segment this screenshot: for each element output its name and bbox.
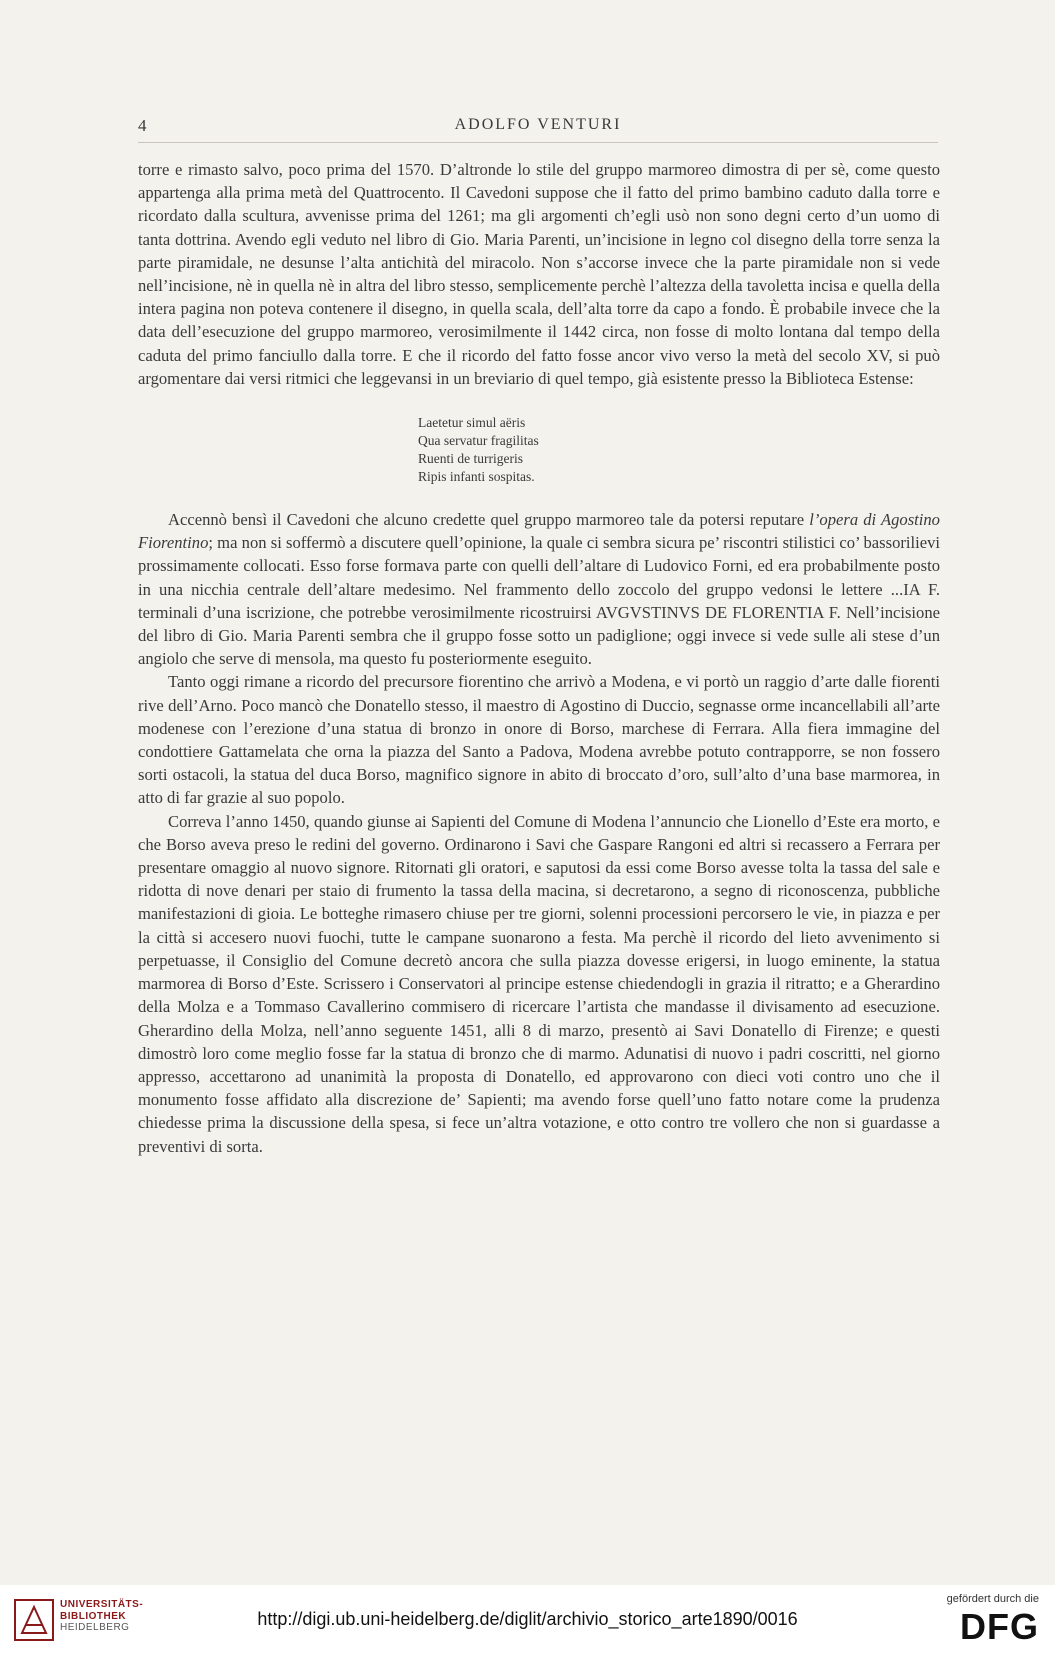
paragraph-1: torre e rimasto salvo, poco prima del 1570. D’altronde lo stile del gruppo marmoreo dimostra di per sè, come questo appartenga alla prima metà del Quattrocento. Il Cavedoni suppose che il fatto del primo bambino caduto dalla torre e ricordato dalla scultura, avvenisse prima del 1261; ma gli argomenti ch’egli usò non sono degni certo d’un uomo di tanta dottrina. Avendo egli veduto nel libro di Gio. Maria Parenti, un’incisione in legno col disegno della torre senza la parte piramidale, ne desunse l’alta antichità del miracolo. Non s’accorse invece che la parte piramidale non si vede nell’incisione, nè in quella nè in altra del libro stesso, semplicemente perchè l’altezza della tavoletta incisa e quella della intera pagina non poteva contenere il disegno, in quella scala, dell’alta torre da capo a fondo. È probabile invece che la data dell’esecuzione del gruppo marmoreo, verosimilmente il 1442 circa, non fosse di molto lontana dal tempo della caduta del primo fanciullo dalla torre. E che il ricordo del fatto fosse ancor vivo verso la metà del secolo XV, si può argomentare dai versi ritmici che leggevansi in un breviario di quel tempo, già esistente presso la Biblioteca Estense: — [138, 160, 940, 388]
verse-line: Ruenti de turrigeris — [418, 451, 523, 467]
body-text — [138, 158, 940, 1158]
verse-line: Ripis infanti sospitas. — [418, 469, 535, 485]
verse-line: Laetetur simul aëris — [418, 415, 526, 431]
page-number: 4 — [138, 116, 147, 135]
funded-by-label: gefördert durch die — [946, 1593, 1039, 1605]
dfg-logo: DFG — [960, 1606, 1039, 1647]
library-line: UNIVERSITÄTS- — [60, 1599, 144, 1610]
header-rule — [138, 142, 938, 143]
paragraph-2-start: Accennò bensì il Cavedoni che alcuno credette quel gruppo marmoreo tale da potersi reputare — [168, 510, 810, 530]
permalink-url[interactable]: http://digi.ub.uni-heidelberg.de/diglit/archivio_storico_arte1890/0016 — [257, 1609, 798, 1629]
paragraph-2-italic: l’opera di Agostino Fiorentino — [138, 510, 940, 553]
verse-line: Qua servatur fragilitas — [418, 433, 539, 449]
paragraph-2-rest: ; ma non si soffermò a discutere quell’opinione, la quale ci sembra sicura pe’ riscontri stilistici co’ bassorilievi prossimamente collocati. Esso forse formava parte con quelli dell’altare di Ludovico Forni, ed era probabilmente posto in una nicchia centrale dell’altare medesimo. Nel frammento dello zoccolo del gruppo vedonsi le lettere ...IA F. terminali d’una iscrizione, che potrebbe verosimilmente ricostruirsi AVGVSTINVS DE FLORENTIA F. Nell’incisione del libro di Gio. Maria Parenti sembra che il gruppo fosse sotto un padiglione; oggi invece si vede sulle ali stese d’un angiolo che serve di mensola, ma questo fu posteriormente eseguito. — [138, 533, 940, 669]
running-head: ADOLFO VENTURI — [454, 116, 622, 133]
page-header — [138, 116, 938, 138]
verse-quotation — [138, 414, 940, 486]
paragraph-3: Tanto oggi rimane a ricordo del precursore fiorentino che arrivò a Modena, e vi portò un raggio d’arte dalle fiorenti rive dell’Arno. Poco mancò che Donatello stesso, il maestro di Agostino di Duccio, segnasse orme incancellabili all’arte modenese con l’erezione d’una statua di bronzo in onore di Borso, marchese di Ferrara. Alla fiera immagine del condottiere Gattamelata che orna la piazza del Santo a Padova, Modena avrebbe potuto contrapporre, se non fossero sorti ostacoli, la statua del duca Borso, magnifico signore in abito di broccato d’oro, sull’alto d’una base marmorea, in atto di far grazie al suo popolo. — [138, 672, 940, 808]
paragraph-4: Correva l’anno 1450, quando giunse ai Sapienti del Comune di Modena l’annuncio che Lionello d’Este era morto, e che Borso aveva preso le redini del governo. Ordinarono i Savi che Gaspare Rangoni ed altri si recassero a Ferrara per presentare omaggio al nuovo signore. Ritornati gli oratori, e saputosi da essi come Borso avesse tolta la tassa del sale e ridotta di nove denari per staio di frumento la tassa della macina, si decretarono, a segno di riconoscenza, pubbliche manifestazioni di gioia. Le botteghe rimasero chiuse per tre giorni, solenni processioni percorsero le vie, in piazza e per la città si accesero nuovi fuochi, tutte le campane suonarono a festa. Ma perchè il ricordo del lieto avvenimento si perpetuasse, il Consiglio del Comune decretò ancora che sulla piazza dovesse erigersi, in luogo eminente, la statua marmorea di Borso d’Este. Scrissero i Conservatori al principe estense chiedendogli in grazia il ritratto; e a Gherardino della Molza e a Tommaso Cavallerino commisero di ricercare l’artista che mandasse il divisamento ad esecuzione. Gherardino della Molza, nell’anno seguente 1451, alli 8 di marzo, presentò ai Savi Donatello di Firenze; e questi dimostrò loro come meglio fosse far la statua di bronzo che di marmo. Adunatisi di nuovo i padri coscritti, nel giorno appresso, accettarono ad unanimità la proposta di Donatello, ed approvarono con dieci voti contro uno che il monumento fosse affidato alla discrezione de’ Sapienti; ma avendo forse quell’uno fatto notare come la prudenza chiedesse prima la discussione della spesa, si fece un’altra votazione, e otto contro tre vollero che non si guardasse a preventivi di sorta. — [138, 811, 940, 1156]
library-line: BIBLIOTHEK — [60, 1610, 127, 1622]
paragraph-2 — [138, 508, 940, 670]
library-line: HEIDELBERG — [60, 1622, 130, 1633]
digitization-footer — [0, 1585, 1055, 1658]
